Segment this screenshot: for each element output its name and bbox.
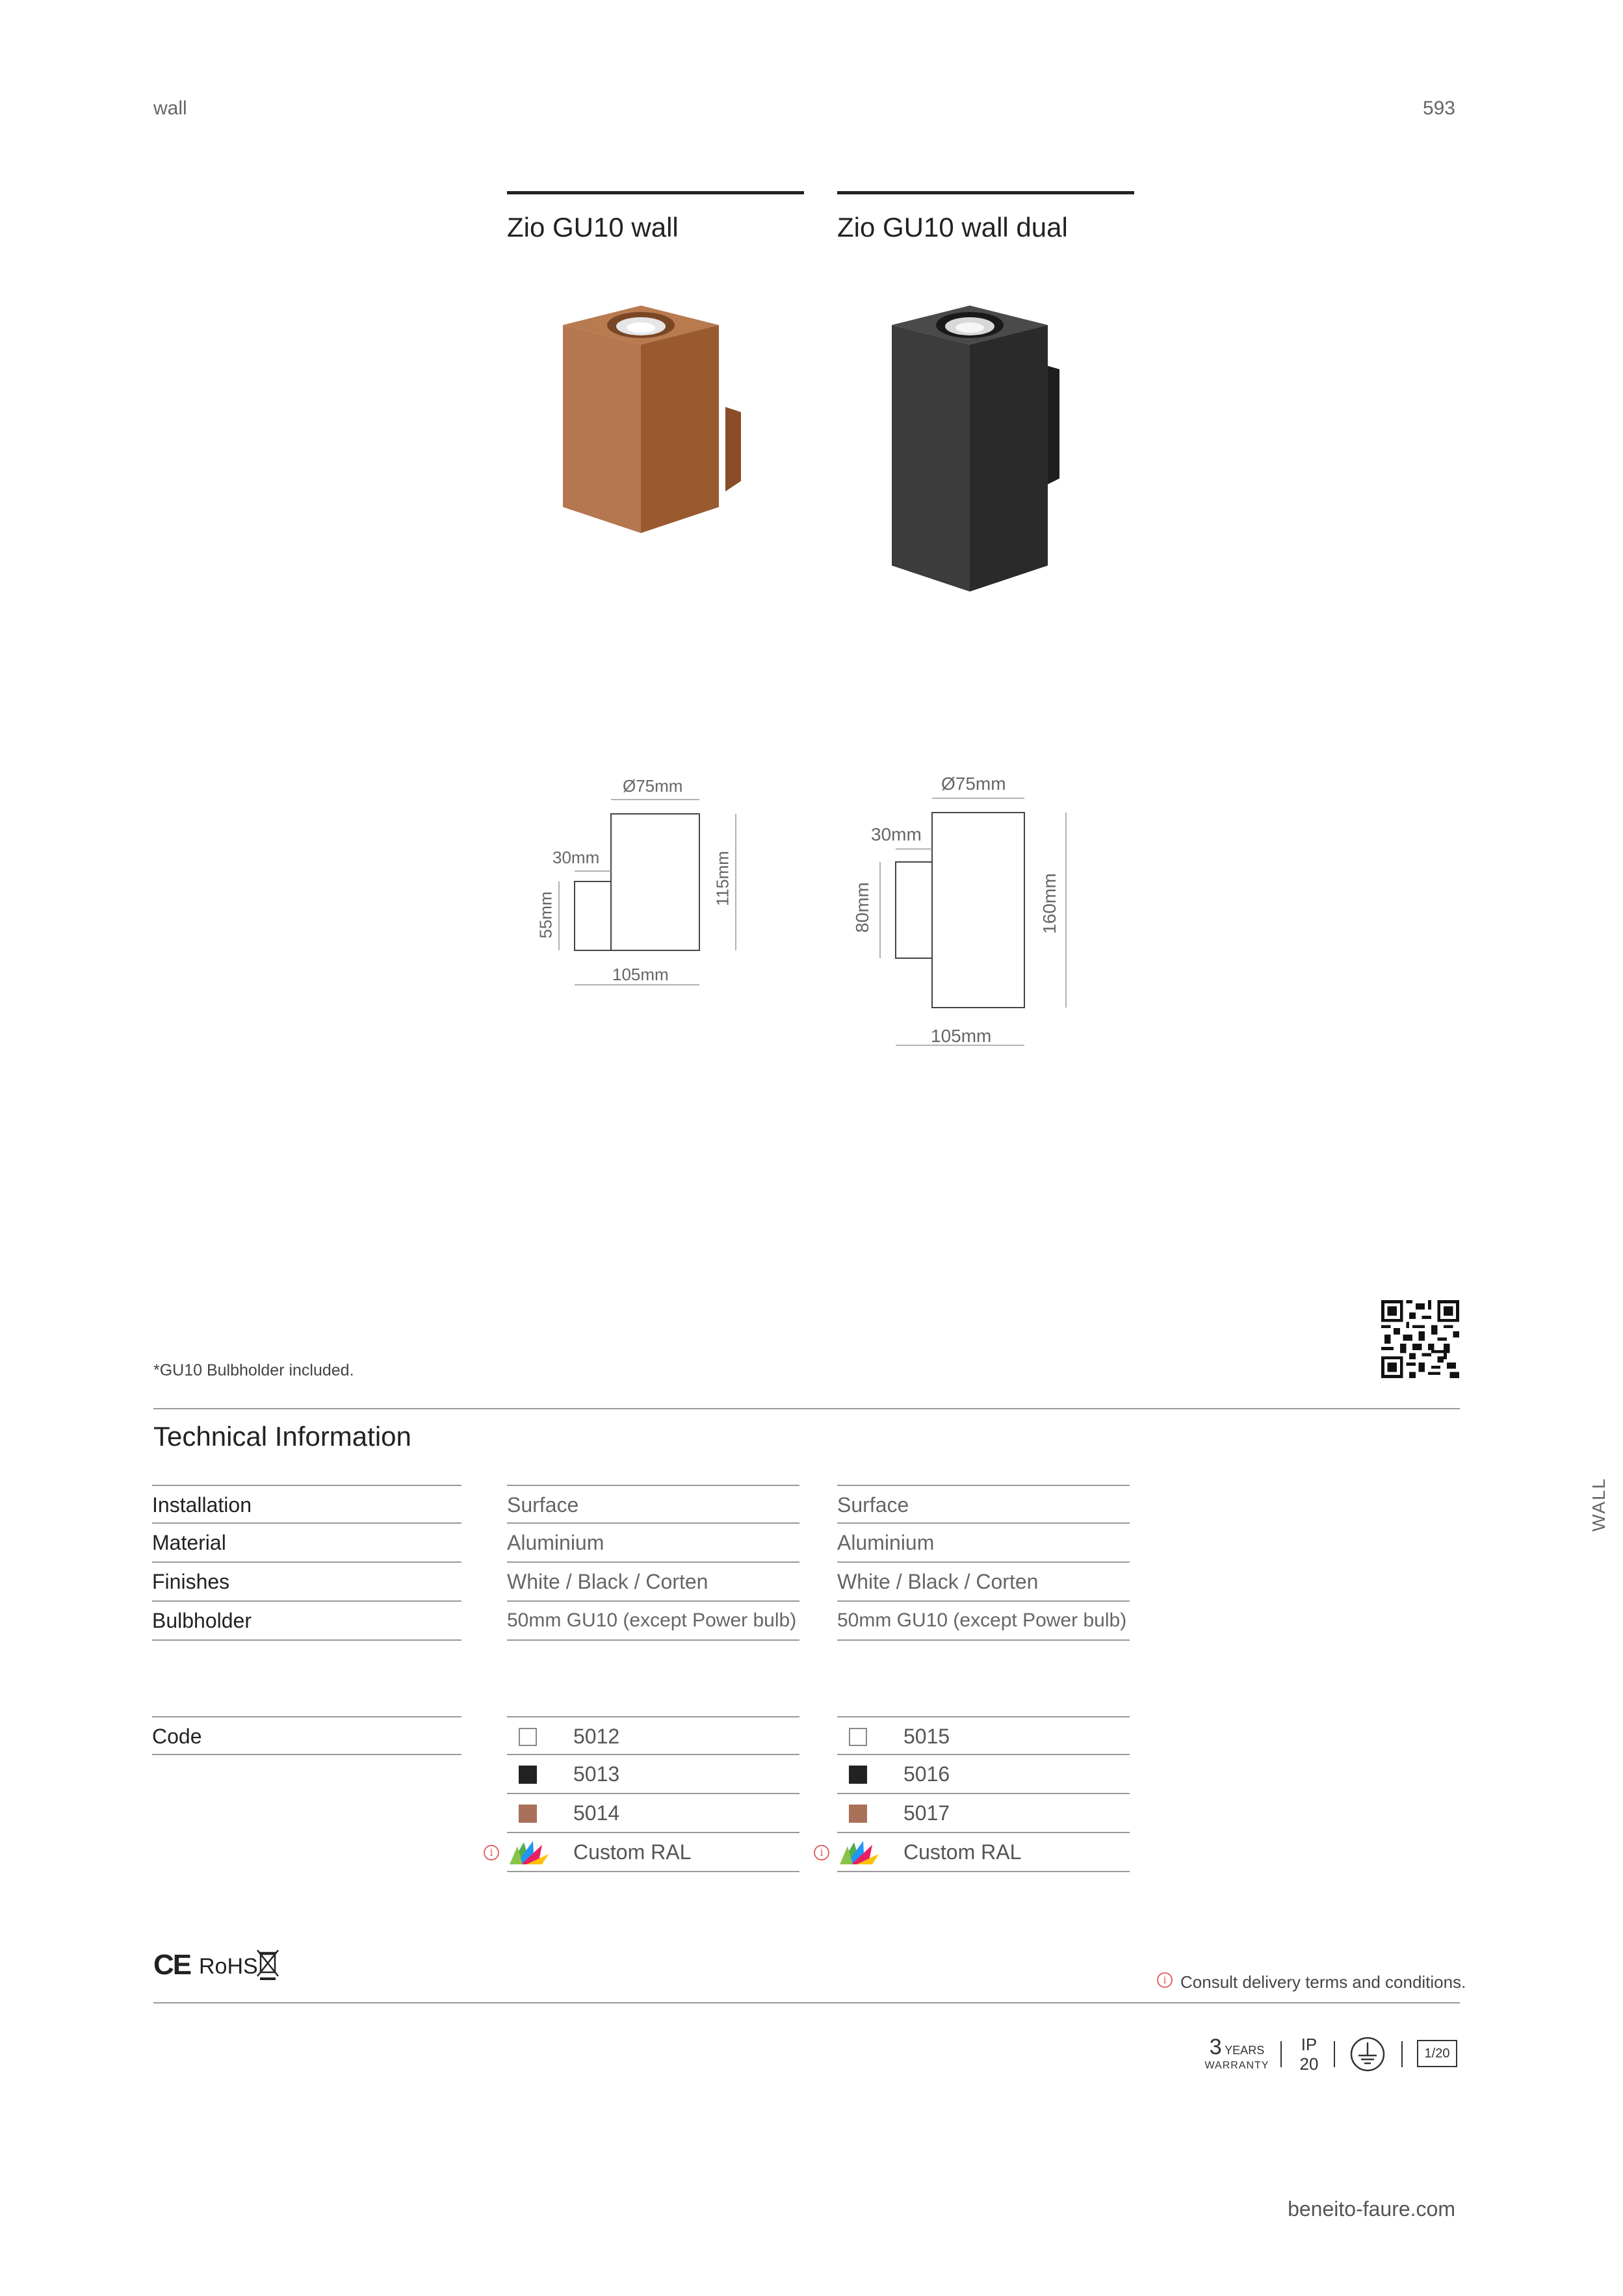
technical-rule [153, 1408, 1460, 1409]
spec-p2-material: Aluminium [837, 1524, 1130, 1563]
delivery-note: Consult delivery terms and conditions. [1180, 1972, 1466, 1992]
corten-swatch-icon [849, 1805, 867, 1823]
code-row [507, 1716, 799, 1755]
code-value: 5017 [903, 1801, 950, 1825]
section-label: wall [153, 98, 187, 119]
code-row [507, 1794, 799, 1833]
code-value: Custom RAL [573, 1840, 692, 1864]
warranty-years: 3 [1209, 2035, 1222, 2059]
product-1-image [552, 293, 747, 553]
side-tab-wall: WALL [1589, 1477, 1609, 1532]
black-swatch-icon [849, 1766, 867, 1784]
ip-rating [1296, 2035, 1322, 2074]
code-value: 5014 [573, 1801, 620, 1825]
warranty-badge [1201, 2035, 1273, 2072]
rohs-mark: RoHS [199, 1954, 258, 1979]
dim-1-width: 105mm [612, 965, 669, 984]
info-icon[interactable]: i [484, 1845, 499, 1860]
website-link[interactable]: beneito-faure.com [1288, 2197, 1455, 2221]
ip-label: IP [1301, 2035, 1318, 2054]
code-row [820, 1833, 1130, 1872]
footer-rule [153, 2002, 1460, 2003]
color-fan-icon [837, 1840, 881, 1866]
white-swatch-icon [849, 1728, 867, 1746]
spec-p2-installation: Surface [837, 1485, 1130, 1524]
spec-divider [1334, 2041, 1335, 2067]
warranty-label: WARRANTY [1204, 2060, 1269, 2071]
product-1-title: Zio GU10 wall [507, 212, 679, 242]
spec-label-finishes: Finishes [152, 1563, 461, 1602]
bulbholder-note: *GU10 Bulbholder included. [153, 1361, 354, 1379]
dim-1-diameter: Ø75mm [623, 776, 683, 796]
info-icon[interactable]: i [814, 1845, 829, 1860]
code-row [837, 1716, 1130, 1755]
technical-title: Technical Information [153, 1421, 411, 1452]
code-value: Custom RAL [903, 1840, 1022, 1864]
dim-2-height: 160mm [1039, 873, 1059, 934]
ce-mark: CE [153, 1949, 191, 1981]
code-row [837, 1755, 1130, 1794]
code-row [507, 1755, 799, 1794]
code-value: 5016 [903, 1762, 950, 1786]
black-swatch-icon [519, 1766, 537, 1784]
product-2-title: Zio GU10 wall dual [837, 212, 1068, 242]
page-number: 593 [1422, 98, 1455, 119]
dim-2-diameter: Ø75mm [941, 774, 1006, 794]
delivery-info-icon[interactable]: i [1157, 1972, 1173, 1988]
color-fan-icon [507, 1840, 551, 1866]
product-1-rule [507, 191, 804, 194]
crossed-bin-icon [255, 1948, 281, 1981]
ip-value: 20 [1299, 2054, 1319, 2074]
dim-2-width: 105mm [931, 1026, 992, 1046]
spec-p2-finishes: White / Black / Corten [837, 1563, 1130, 1602]
code-value: 5015 [903, 1725, 950, 1748]
spec-p1-material: Aluminium [507, 1524, 799, 1563]
code-row [837, 1794, 1130, 1833]
product-2-rule [837, 191, 1134, 194]
spec-p1-finishes: White / Black / Corten [507, 1563, 799, 1602]
dim-1-plate: 55mm [536, 891, 556, 939]
spec-divider [1401, 2041, 1403, 2067]
spec-p1-bulbholder: 50mm GU10 (except Power bulb) [507, 1602, 799, 1641]
dim-1-height: 115mm [712, 851, 733, 906]
dim-2-plate: 80mm [852, 882, 872, 933]
dim-1-depth: 30mm [552, 848, 600, 867]
qr-code-icon[interactable] [1381, 1300, 1459, 1378]
code-value: 5012 [573, 1725, 620, 1748]
spec-label-bulbholder: Bulbholder [152, 1602, 461, 1641]
dim-2-depth: 30mm [871, 824, 922, 844]
code-value: 5013 [573, 1762, 620, 1786]
spec-divider [1280, 2041, 1282, 2067]
warranty-unit: YEARS [1225, 2044, 1265, 2057]
white-swatch-icon [519, 1728, 537, 1746]
code-label: Code [152, 1716, 461, 1755]
spec-label-installation: Installation [152, 1485, 461, 1524]
spec-p1-installation: Surface [507, 1485, 799, 1524]
impact-resistance-badge: 1/20 [1417, 2040, 1457, 2067]
earth-ground-icon [1349, 2036, 1386, 2072]
code-row [489, 1833, 799, 1872]
spec-label-material: Material [152, 1524, 461, 1563]
spec-p2-bulbholder: 50mm GU10 (except Power bulb) [837, 1602, 1130, 1641]
corten-swatch-icon [519, 1805, 537, 1823]
product-2-image [884, 293, 1079, 605]
